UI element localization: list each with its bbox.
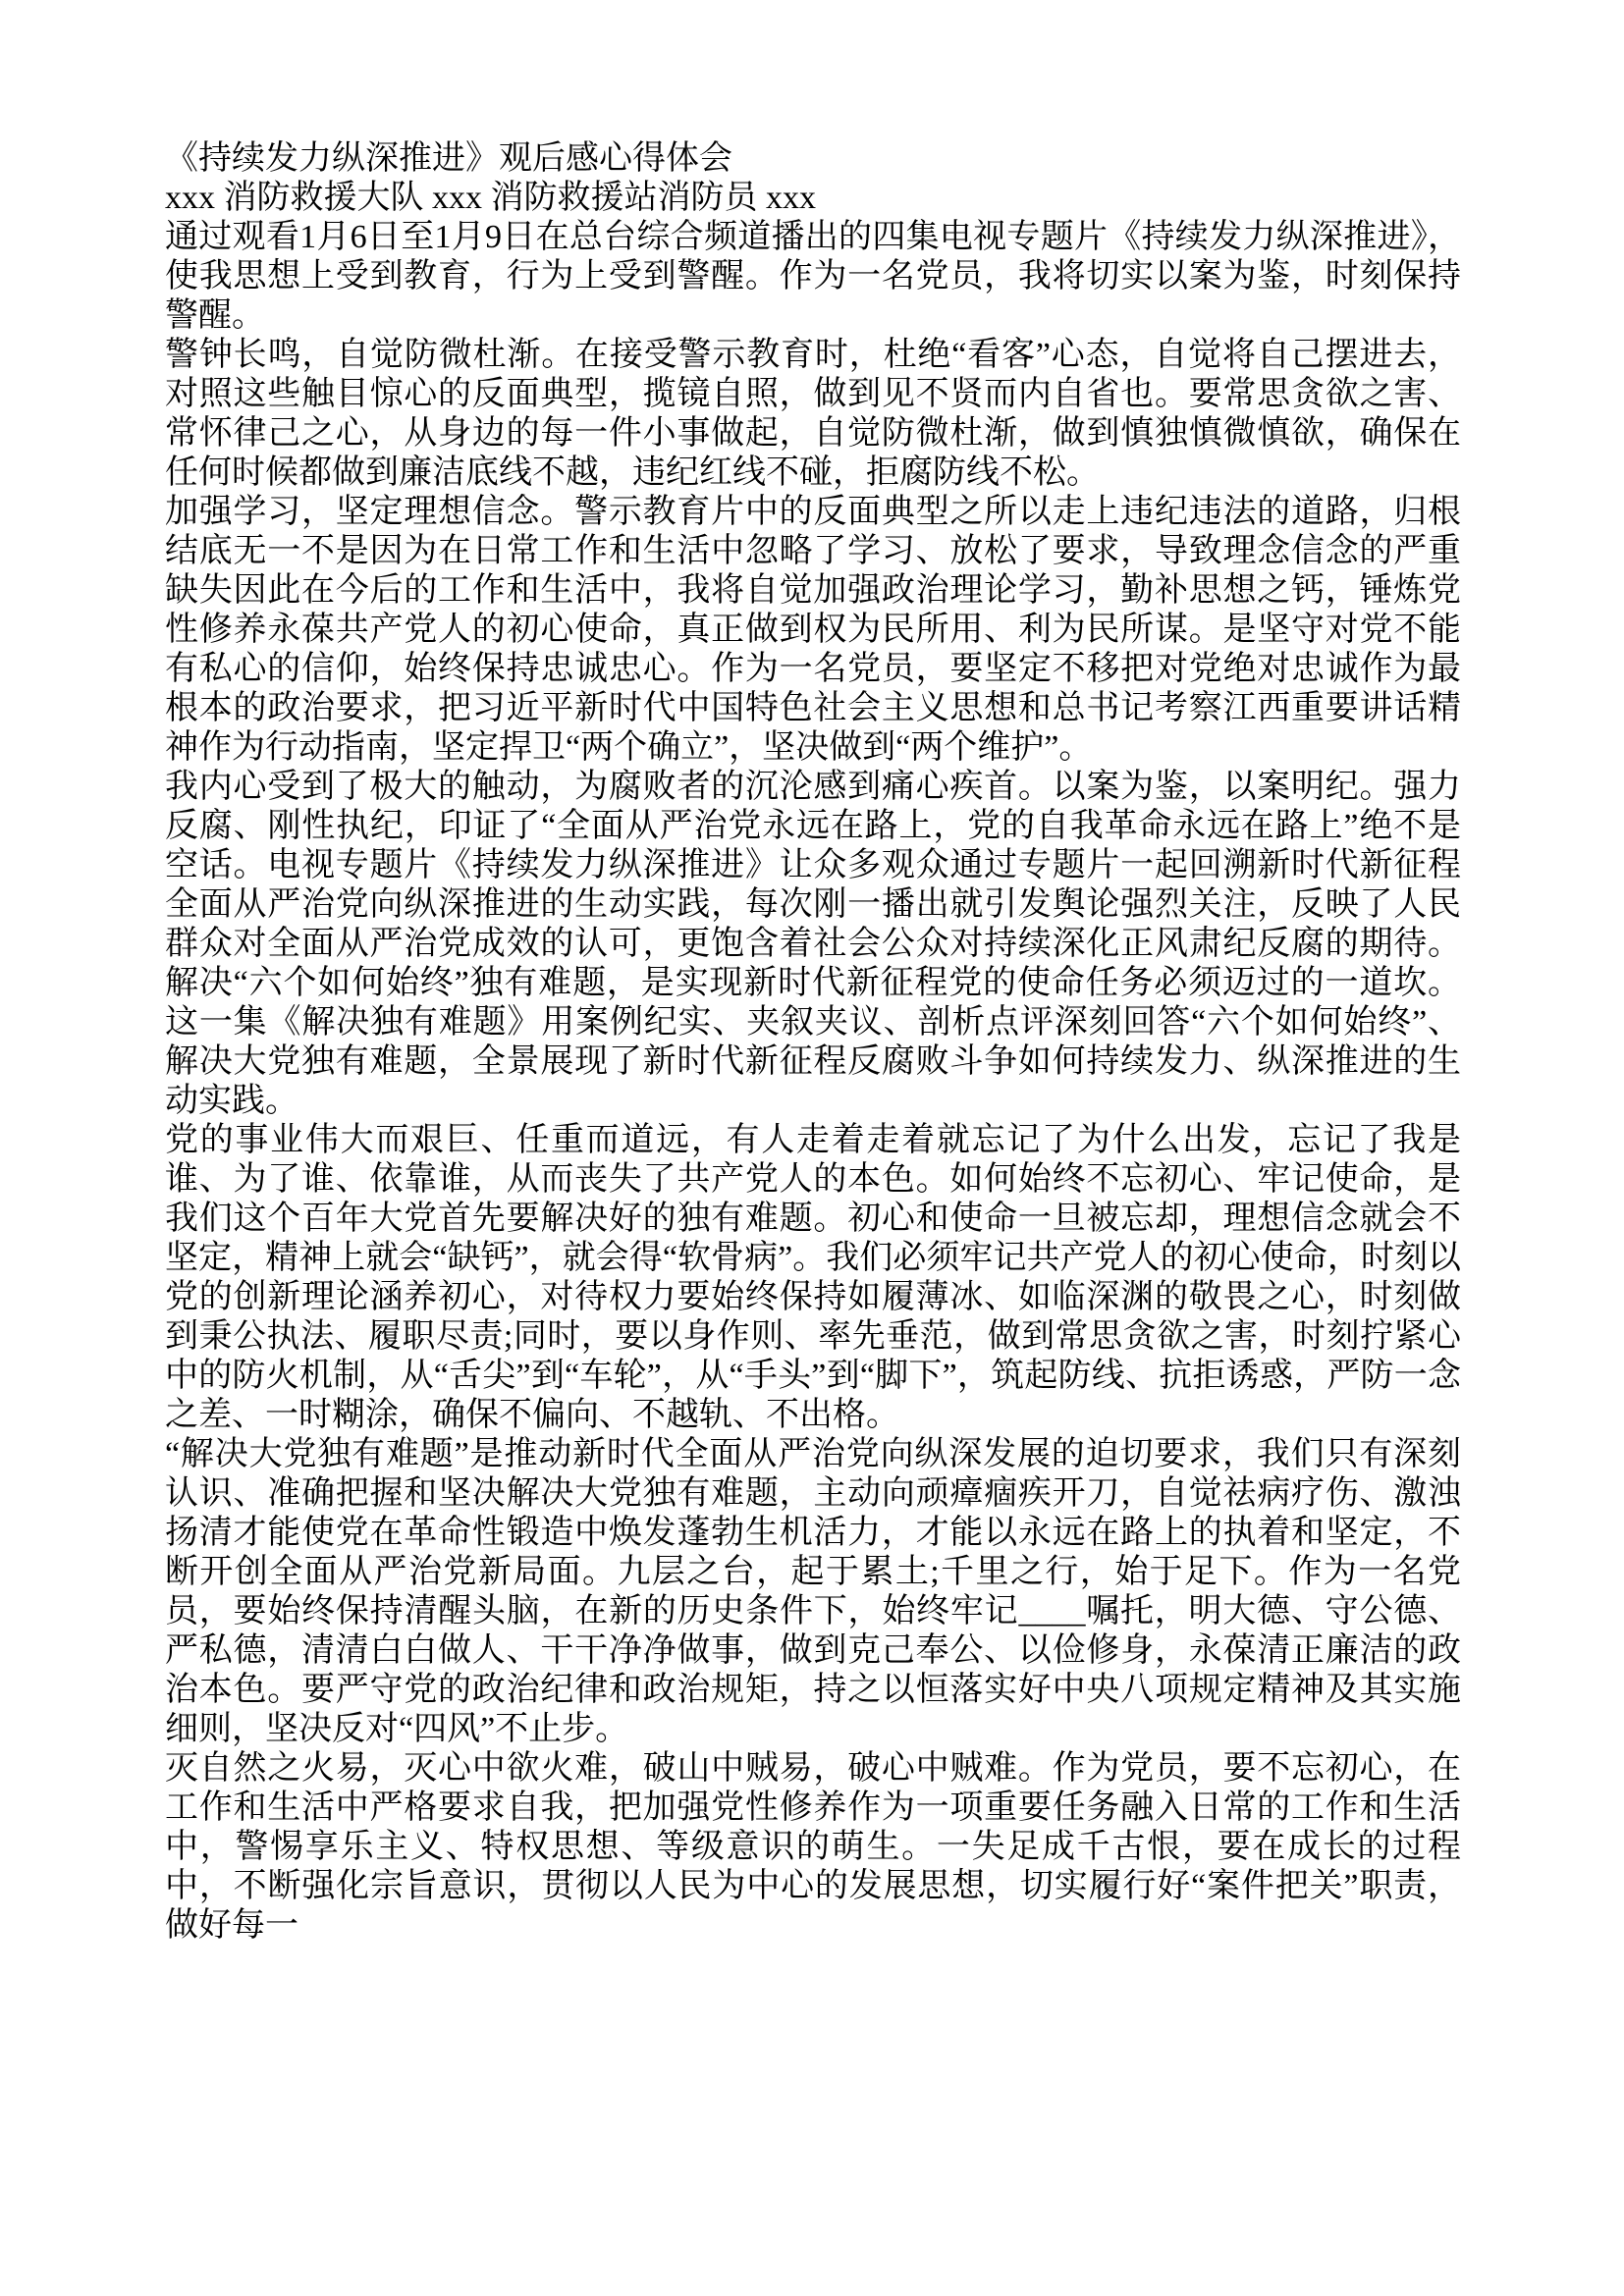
- document-byline: xxx 消防救援大队 xxx 消防救援站消防员 xxx: [165, 180, 816, 216]
- document-title: 《持续发力纵深推进》观后感心得体会: [165, 140, 732, 177]
- paragraph: 加强学习，坚定理想信念。警示教育片中的反面典型之所以走上违纪违法的道路，归根结底无一不是因为在日常工作和生活中忽略了学习、放松了要求，导致理念信念的严重缺失因此在今后的工作和生活中，我将自觉加强政治理论学习，勤补思想之钙，锤炼党性修养永葆共产党人的初心使命，真正做到权为民所用、利为民所谋。是坚守对党不能有私心的信仰，始终保持忠诚忠心。作为一名党员，要坚定不移把对党绝对忠诚作为最根本的政治要求，把习近平新时代中国特色社会主义思想和总书记考察江西重要讲话精神作为行动指南，坚定捍卫“两个确立”，坚决做到“两个维护”。: [165, 494, 1461, 766]
- document-content: [165, 139, 1461, 1946]
- paragraph: 通过观看1月6日至1月9日在总台综合频道播出的四集电视专题片《持续发力纵深推进》，使我思想上受到教育，行为上受到警醒。作为一名党员，我将切实以案为鉴，时刻保持警醒。: [165, 219, 1461, 334]
- paragraph: 灭自然之火易，灭心中欲火难，破山中贼易，破心中贼难。作为党员，要不忘初心，在工作和生活中严格要求自我，把加强党性修养作为一项重要任务融入日常的工作和生活中，警惕享乐主义、特权思想、等级意识的萌生。一失足成千古恨，要在成长的过程中，不断强化宗旨意识，贯彻以人民为中心的发展思想，切实履行好“案件把关”职责，做好每一: [165, 1750, 1461, 1944]
- paragraph: “解决大党独有难题”是推动新时代全面从严治党向纵深发展的迫切要求，我们只有深刻认识、准确把握和坚决解决大党独有难题，主动向顽瘴痼疾开刀，自觉祛病疗伤、激浊扬清才能使党在革命性锻造中焕发蓬勃生机活力，才能以永远在路上的执着和坚定，不断开创全面从严治党新局面。九层之台，起于累土;千里之行，始于足下。作为一名党员，要始终保持清醒头脑，在新的历史条件下，始终牢记____嘱托，明大德、守公德、严私德，清清白白做人、干干净净做事，做到克己奉公、以俭修身，永葆清正廉洁的政治本色。要严守党的政治纪律和政治规矩，持之以恒落实好中央八项规定精神及其实施细则，坚决反对“四风”不止步。: [165, 1436, 1461, 1747]
- paragraph: 我内心受到了极大的触动，为腐败者的沉沦感到痛心疾首。以案为鉴，以案明纪。强力反腐、刚性执纪，印证了“全面从严治党永远在路上，党的自我革命永远在路上”绝不是空话。电视专题片《持续发力纵深推进》让众多观众通过专题片一起回溯新时代新征程全面从严治党向纵深推进的生动实践，每次刚一播出就引发舆论强烈关注，反映了人民群众对全面从严治党成效的认可，更饱含着社会公众对持续深化正风肃纪反腐的期待。解决“六个如何始终”独有难题，是实现新时代新征程党的使命任务必须迈过的一道坎。这一集《解决独有难题》用案例纪实、夹叙夹议、剖析点评深刻回答“六个如何始终”、解决大党独有难题，全景展现了新时代新征程反腐败斗争如何持续发力、纵深推进的生动实践。: [165, 769, 1461, 1119]
- document-body: [165, 218, 1461, 1946]
- paragraph: 党的事业伟大而艰巨、任重而道远，有人走着走着就忘记了为什么出发，忘记了我是谁、为了谁、依靠谁，从而丧失了共产党人的本色。如何始终不忘初心、牢记使命，是我们这个百年大党首先要解决好的独有难题。初心和使命一旦被忘却，理想信念就会不坚定，精神上就会“缺钙”，就会得“软骨病”。我们必须牢记共产党人的初心使命，时刻以党的创新理论涵养初心，对待权力要始终保持如履薄冰、如临深渊的敬畏之心，时刻做到秉公执法、履职尽责;同时，要以身作则、率先垂范，做到常思贪欲之害，时刻拧紧心中的防火机制，从“舌尖”到“车轮”，从“手头”到“脚下”，筑起防线、抗拒诱惑，严防一念之差、一时糊涂，确保不偏向、不越轨、不出格。: [165, 1122, 1461, 1433]
- paragraph: 警钟长鸣，自觉防微杜渐。在接受警示教育时，杜绝“看客”心态，自觉将自己摆进去，对照这些触目惊心的反面典型，揽镜自照，做到见不贤而内自省也。要常思贪欲之害、常怀律己之心，从身边的每一件小事做起，自觉防微杜渐，做到慎独慎微慎欲，确保在任何时候都做到廉洁底线不越，违纪红线不碰，拒腐防线不松。: [165, 337, 1461, 491]
